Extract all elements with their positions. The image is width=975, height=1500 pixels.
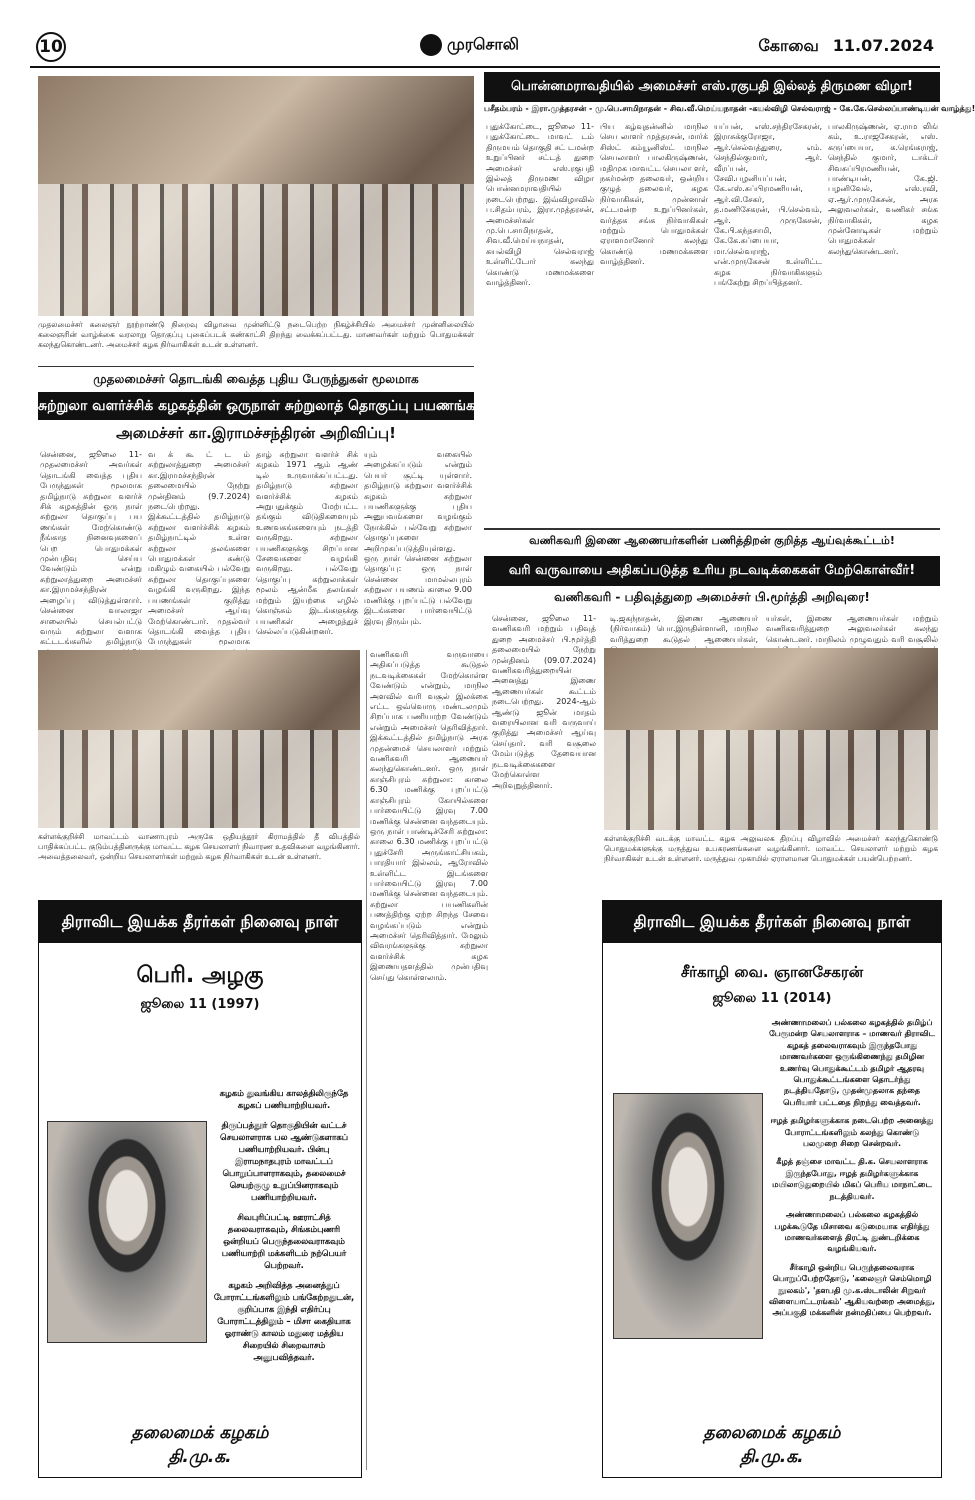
memorial-notice-left — [38, 900, 362, 1478]
memorial-band: திராவிட இயக்க தீரர்கள் நினைவு நாள் — [39, 901, 361, 943]
relief-photo — [38, 650, 360, 828]
story2-subhead: பசீதம்பரம் - இரா.முத்தரசன் - மு.பெ.சாமிநாதன் - சிவ.வீ.மெய்யநாதன் -கயல்விழி செல்வராஜ் - கே.கே.செல்லப்பாண்டியன் வாழ்த்து! — [484, 104, 975, 113]
bio-paragraph: அண்ணாமலைப் பல்கலை கழகத்தில் பழக்கூடுதே மிசாவை கடுமையாக எதிர்த்து மாணவர்களைத் திரட்டி துண்டறிக்கை வழங்கியவர். — [774, 1210, 930, 1254]
continued-column: வணிகவரி வருவாயை அதிகப்படுத்த கூடுதல் நடவடிக்கைகள் மேற்கொள்ள வேண்டும் என்றும், மாநில அளவில் வரி வசூல் இலக்கை எட்ட ஒவ்வொரு மண்டலமும் சிறப்பாக பணியாற்ற வேண்டும் என்றும் அமைச்சர் தெரிவித்தார். இக்கூட்டத்தில் தமிழ்நாடு அரசு முதன்மைச் செயலாளர் மற்றும் வணிகவரி ஆணையர் கலந்துகொண்டனர். ஒரு நாள் காஞ்சிபுரம் சுற்றுலா: காலை 6.30 மணிக்கு புறப்பட்டு காஞ்சிபுரம் கோயில்களை பார்வையிட்டு இரவு 7.00 மணிக்கு சென்னை வந்தடையும். ஒரு நாள் பாண்டிச்சேரி சுற்றுலா: காலை 6.30 மணிக்கு புறப்பட்டு புதுச்சேரி அருங்காட்சியகம், பாரதியார் இல்லம், ஆரோவில் உள்ளிட்ட இடங்களை பார்வையிட்டு இரவு 7.00 மணிக்கு சென்னை வந்தடையும். சுற்றுலா பயணிகளின் பணத்திற்கு ஏற்ற சிறந்த சேவை வழங்கப்படும் என்றும் அமைச்சர் தெரிவித்தார். மேலும் விவரங்களுக்கு சுற்றுலா வளர்ச்சிக் கழக இணையதளத்தில் முன்பதிவு செய்து கொள்ளலாம். — [370, 650, 488, 982]
meeting-photo — [604, 648, 938, 830]
memorial-band: திராவிட இயக்க தீரர்கள் நினைவு நாள் — [603, 901, 941, 943]
bio-paragraph: திருப்பத்தூர் தொகுதியின் வட்டச் செயலாளராக பல ஆண்டுகளாகப் பணியாற்றியவர். பின்பு இராமநாதபுரம் மாவட்டப் பொறுப்பாளராகவும், தலைமைச் செயற்குழு உறுப்பினராகவும் பணியாற்றியவர். — [220, 1120, 348, 1202]
story3-column-2: டி.ஜகந்நாதன், இணை ஆணையர் (நிர்வாகம்) பொ.இருதிள்ளானி, மாநில வரித்துறை கூடுதல் ஆணையர்கள், — [610, 614, 758, 644]
edition-city: கோவை — [758, 36, 819, 55]
memorial-name: பெரி. அழகு — [136, 963, 264, 988]
edition-info — [744, 36, 934, 57]
bio-paragraph: கீழத் தஞ்சை மாவட்ட தி.க. செயலாளராக இருந்தபோது, ஈழத் தமிழர்களுக்காக மயிலாடுதுறையில் மிகப் பெரிய மாநாட்டை நடத்தியவர். — [772, 1157, 932, 1201]
portrait-photo — [47, 1121, 207, 1343]
story1-column-2: வ க் கூ ட் ட ம் சுற்றுலாத்துறை அமைச்சர் கா.இராமச்சந்திரன் தலைமையில் நேற்று முன்தினம் (9.7.2024) நடைபெற்றது. இக்கூட்டத்தில் தமிழ்நாடு சுற்றுலா வளர்ச்சிக் கழகம் தமிழ்நாட்டில் உள்ள சுற்றுலா தலங்களை பொதுமக்கள் கண்டு மகிழும் வகையில் பல்வேறு சுற்றுலா தொகுப்புகளை வழங்கி வருகிறது. இந்த பயணங்கள் குறித்து அமைச்சர் ஆய்வு மேற்கொண்டார். முதல்வர் தொடங்கி வைத்த புதிய பேருந்துகள் மூலமாக — [148, 450, 250, 647]
memorial-name: சீர்காழி வை. ஞானசேகரன் — [680, 963, 864, 981]
bio-paragraph: சிவபுரிப்பட்டி ஊராட்சித் தலைவராகவும், சிங்கம்புணரி ஒன்றியப் பெருந்தலைவராகவும் பணியாற்றி மக்களிடம் நற்பெயர் பெற்றவர். — [221, 1212, 347, 1270]
masthead-title: முரசொலி — [447, 34, 519, 54]
bio-paragraph: ஈழத் தமிழர்களுக்காக நடைபெற்ற அனைத்து போராட்டங்களிலும் கலந்து கொண்டு பலமுறை சிறை சென்றவர். — [770, 1116, 934, 1149]
memorial-notice-right — [602, 900, 942, 1478]
story3-headline: வரி வருவாயை அதிகப்படுத்த உரிய நடவடிக்கைகள் மேற்கொள்வீர்! — [484, 556, 940, 586]
story1-column-4: யும் வகையில் அழைக்கப்படும் என்றும் பெயர் சூட்டி யுள்ளார். தமிழ்நாடு சுற்றுலா வளர்ச்சிக் கழகம் சுற்றுலா பயணிகளுக்கு புதிய அனுபவங்களை வழங்கும் நோக்கில் பல்வேறு சுற்றுலா தொகுப்புகளை அறிமுகப்படுத்தியுள்ளது. ஒரு நாள் சென்னை சுற்றுலா தொகுப்பு: ஒரு நாள் சென்னை மாமல்லபுரம் சுற்றுலா பயணம் காலை 9.00 மணிக்கு புறப்பட்டு பல்வேறு இடங்களை பார்வையிட்டு இரவு திரும்பும். — [364, 450, 472, 626]
story2-column-2: பிய கழ்வுதன்னில் மாநில செய லாளர் முத்தரசன், மார்க் சிஸ்ட் கம்யூனிஸ்ட் மாநில செயலாளர் பாலகிருஷ்ணன், மதிமுக மாவட்ட செயலா ளர், நகர்மன்ற தலைவர், ஒன்றிய குழுத் தலைவர், கழக நிர்வாகிகள், முன்னாள் சட்டமன்ற உறுப்பினர்கள், வர்த்தக சங்க நிர்வாகிகள் மற்றும் பொதுமக்கள் ஏராளமானோர் கலந்து கொண்டு மணமக்களை வாழ்த்தினர். — [600, 122, 708, 267]
story1-column-1: சென்னை, ஜூலை 11- முதலமைச்சர் அவர்கள் தொடங்கி வைத்த புதிய பேருந்துகள் மூலமாக தமிழ்நாடு சுற்றுலா வளர்ச் சிக் கழகத்தின் ஒரு நாள் சுற்றுலா தொகுப்பு பய ணங்கள் மேற்கொண்டு நீங்காத நினைவுகளைப் பெற பொதுமக்கள் முன்பதிவு செய்ய வேண்டும் என்று சுற்றுலாத்துறை அமைச்சர் கா.இராமச்சந்திரன் அழைப்பு விடுத்துள்ளார். சென்னை வாலாஜா சாலையில் செயல்பட்டு வரும் சுற்றுலா வளாக கட்டடங்களில் தமிழ்நாடு — [40, 450, 142, 647]
masthead — [420, 34, 519, 56]
story3-column-1: சென்னை, ஜூலை 11- வணிகவரி மற்றும் பதிவுத் துறை அமைச்சர் பி.மூர்த்தி தலைமையில் நேற்று முன்தினம் (09.07.2024) வணிகவரித்துறையின் அனைத்து இணை ஆணையர்கள் கூட்டம் நடைபெற்றது. 2024-ஆம் ஆண்டு ஜூன் மாதம் வரையிலான வரி வருவாய் குறித்து அமைச்சர் ஆய்வு செய்தார். வரி வசூலை மேம்படுத்த தேவையான நடவடிக்கைகளை மேற்கொள்ள அறிவுறுத்தினார். — [492, 614, 596, 790]
story3-column-3: யர்கள், இணை ஆணையர்கள் மற்றும் வணிகவரித்துறை அலுவலர்கள் கலந்து கொண்டனர். மாநிலம் முழுவதும் வரி வசூலில் — [766, 614, 938, 644]
column-rule — [366, 650, 367, 1470]
bio-paragraph: கழகம் அறிவித்த அனைத்துப் போராட்டங்களிலும் பங்கேற்றதுடன், குறிப்பாக இந்தி எதிர்ப்பு போராட்டத்திலும் – மிசா கைதியாக ஓராண்டு காலம் மதுரை மத்திய சிறையில் சிறைவாசம் அனுபவித்தவர். — [213, 1280, 355, 1362]
event-photo-caption: முதலமைச்சர் கலைஞர் நூற்றாண்டு நிறைவு விழாவை முன்னிட்டு நடைபெற்ற நிகழ்ச்சியில் அமைச்சர் முன்னிலையில் கலைஞரின் வாழ்க்கை வரலாறு தொகுப்பு புகைப்படக் கண்காட்சி திறந்து வைக்கப்பட்டது. மாணவர்கள் மற்றும் பொதுமக்கள் கலந்துகொண்டனர். அமைச்சர் கழக நிர்வாகிகள் உடன் உள்ளனர். — [38, 320, 474, 349]
story1-headline: சுற்றுலா வளர்ச்சிக் கழகத்தின் ஒருநாள் சுற்றுலாத் தொகுப்பு பயணங்கள்! — [38, 392, 474, 420]
story1-column-3: தாழ் சுற்றுலா வளர்ச் சிக் கழகம் 1971 ஆம் ஆண் டில் உருவாக்கப்பட்டது. தமிழ்நாடு சுற்றுலா வளர்ச்சிக் கழகம் அறுபதுக்கும் மேற்பட்ட தங்கும் விடுதிகளையும் உணவகங்களையும் நடத்தி வருகிறது. சுற்றுலா பயணிகளுக்கு சிறப்பான சேவைகளை வழங்கி வருகிறது. பல்வேறு தொகுப்பு சுற்றுலாக்கள் மூலம் ஆன்மீக தலங்கள் மற்றும் இயற்கை எழில் கொஞ்சும் இடங்களுக்கு பயணிகள் அழைத்துச் செல்லப்படுகின்றனர். — [256, 450, 358, 636]
bio-paragraph: அண்ணாமலைப் பல்கலை கழகத்தில் தமிழ்ப் பேரூமன்ற செயலாளராக – மாணவர் திராவிட கழகத் தலைவராகவும் இருந்தபோது மாணவர்களை ஒருங்கிணைந்து தமிழின உணர்வு பொதுக்கூட்டம் தமிழர் ஆதரவு பொதுக்கூட்டங்களை தொடர்ந்து நடத்தியதோடு, முதன்முதலாக தந்தை பெரியார் பட்டதை நிறந்து வைத்தவர். — [769, 1018, 935, 1107]
signature-org: தலைமைக் கழகம் — [703, 1423, 841, 1443]
page-header — [30, 32, 940, 68]
story2-column-4: பாலகிருஷ்ணன், ஏ.ராம லிங் கம், உ.ராஜசேகரன், எஸ். கருப்பையா, க.ரெங்கராஜ், செந்தில் குமார், டாக்டர் சிவசுப்பிரமணியன், பாண்டியன், கே.ஜி. பழனிவேல், எஸ்.ரவி, ஏ.ஆர்.முருகேசன், அரசு அலுவலர்கள், வணிகர் சங்க நிர்வாகிகள், கழக முன்னோடிகள் மற்றும் பொதுமக்கள் கலந்துகொண்டனர். — [828, 122, 938, 256]
memorial-bio — [767, 1017, 937, 1407]
story1-kicker: முதலமைச்சர் தொடங்கி வைத்த புதிய பேருந்துகள் மூலமாக — [93, 372, 419, 386]
relief-photo-caption: கள்ளக்குறிச்சி மாவட்டம் வாணாபுரம் அருகே ஒதியத்தூர் கிராமத்தில் தீ விபத்தில் பாதிக்கப்பட்ட குடும்பத்தினருக்கு மாவட்ட கழக செயலாளர் நிவாரண உதவிகளை வழங்கினார். அவைத்தலைவர், ஒன்றிய செயலாளர்கள் மற்றும் கழக நிர்வாகிகள் உடன் உள்ளனர். — [38, 832, 360, 861]
edition-date: 11.07.2024 — [832, 36, 934, 55]
bio-paragraph: கழகம் துவங்கிய காலத்திலிருந்தே கழகப் பணியாற்றியவர். — [219, 1088, 349, 1110]
signature-org: தலைமைக் கழகம் — [131, 1423, 269, 1443]
story2-headline: பொன்னமராவதியில் அமைச்சர் எஸ்.ரகுபதி இல்லத் திருமண விழா! — [484, 72, 940, 102]
bio-paragraph: சீர்காழி ஒன்றிய பெருந்தலைவராக பொறுப்பேற்றதோடு, 'கலைஞர் செம்மொழி நூலகம்', 'தளபதி மு.க.ஸ்டாலின் சிறுவர் விளையாட்டரங்கம்' ஆகியவற்றை அமைத்து, அப்பகுதி மக்களின் நன்மதிப்பை பெற்றவர். — [768, 1262, 936, 1318]
page-number: 10 — [36, 32, 66, 62]
divider — [484, 528, 940, 530]
story3-subhead: வணிகவரி - பதிவுத்துறை அமைச்சர் பி.மூர்த்தி அறிவுரை! — [554, 590, 870, 604]
newspaper-logo-icon — [420, 34, 442, 56]
meeting-photo-caption: கள்ளக்குறிச்சி வடக்கு மாவட்ட கழக அலுவலக திறப்பு விழாவில் அமைச்சர் கலந்துகொண்டு பொதுமக்களுக்கு மருத்துவ உபகரணங்களை வழங்கினார். மாவட்ட செயலாளர் மற்றும் கழக நிர்வாகிகள் உடன் உள்ளனர். மருத்துவ முகாமில் ஏராளமான பொதுமக்கள் பயன்பெற்றனர். — [604, 834, 938, 863]
event-photo — [38, 76, 474, 316]
portrait-photo — [613, 1093, 763, 1339]
story2-column-1: புதுக்கோட்டை, ஜூலை 11- புதுக்கோட்டை மாவட் டம் திருமயம் தொகுதி சட் டமன்ற உறுப்பினர் சட்டத் துறை அமைச்சர் எஸ்.ரகுபதி இல்லத் திருமண விழா பொன்னமராவதியில் நடைபெற்றது. இவ்விழாவில் ப.சிதம்பரம், இரா.முத்தரசன், அமைச்சர்கள் மு.பெ.சாமிநாதன், சிவ.வீ.மெய்யநாதன், கயல்விழி செல்வராஜ் உள்ளிட்டோர் கலந்து கொண்டு மணமக்களை வாழ்த்தினர். — [486, 122, 594, 288]
memorial-date: ஜூலை 11 (1997) — [140, 997, 260, 1012]
signature-party: தி.மு.க. — [168, 1447, 232, 1467]
signature-party: தி.மு.க. — [740, 1447, 804, 1467]
story1-subhead: அமைச்சர் கா.இராமச்சந்திரன் அறிவிப்பு! — [116, 424, 396, 442]
divider — [38, 366, 474, 367]
story3-kicker: வணிகவரி இணை ஆணையர்களின் பணித்திறன் குறித்த ஆய்வுக்கூட்டம்! — [529, 534, 895, 547]
memorial-date: ஜூலை 11 (2014) — [712, 991, 832, 1006]
memorial-bio — [211, 1087, 357, 1387]
story2-column-3: யப்பன், எஸ்.சந்திரசேகரன், இராசுக்குரோஜா, ஆர்.செல்வத்துரை, எம். செந்தில்குமார், ஆர். வீரப்பன், சேவி.பழனியப்பன், கே.எஸ்.சுப்பிரமணியன், ஆர்.வி.சேகர், த.மணிசேகரன், பி.செல்வம், ஆர். முருகேசன், கே.பி.கந்தசாமி, கே.கே.சுப்பையா, மா.செல்வராஜ், என்.முருகேசன் உள்ளிட்ட கழக நிர்வாகிகளும் பங்கேற்று சிறப்பித்தனர். — [714, 122, 822, 288]
